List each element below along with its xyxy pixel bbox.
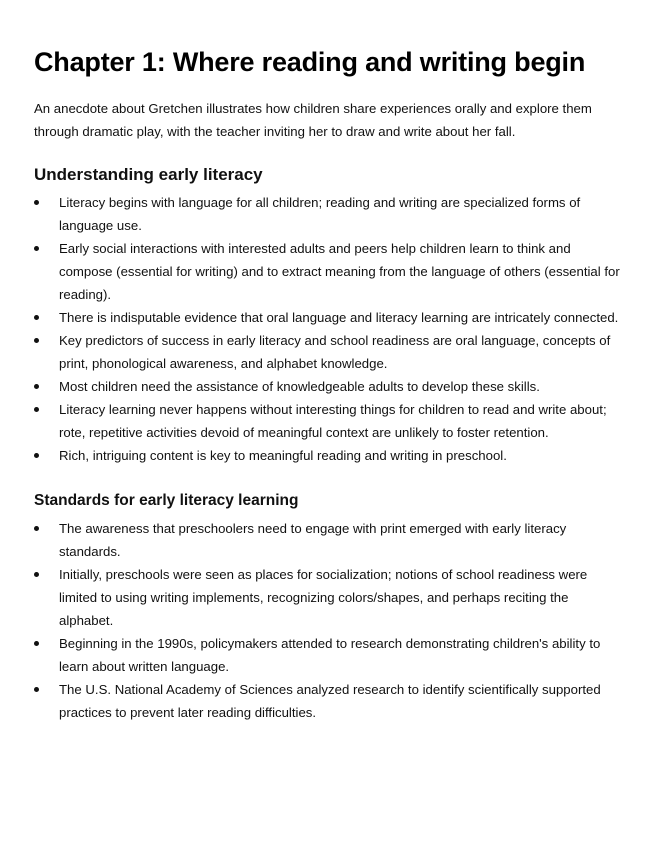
bullet-icon (34, 200, 39, 205)
intro-paragraph: An anecdote about Gretchen illustrates how children share experiences orally and explore them through dramatic play, with the teacher inviting her to draw and write about her fall. (34, 101, 592, 139)
list-item (34, 444, 626, 467)
list-item (34, 398, 626, 444)
bullet-icon (34, 572, 39, 577)
list-item-text: Initially, preschools were seen as places for socialization; notions of school readiness were limited to using writing implements, recognizing colors/shapes, and perhaps reciting the alphabet. (59, 567, 588, 628)
bullet-icon (34, 315, 39, 320)
list-item-text: Literacy begins with language for all children; reading and writing are specialized forms of language use. (59, 195, 581, 233)
list-item (34, 375, 626, 398)
list-item-text: The awareness that preschoolers need to engage with print emerged with early literacy standards. (59, 521, 567, 559)
bullet-icon (34, 384, 39, 389)
list-item (34, 517, 626, 563)
list-item-text: There is indisputable evidence that oral language and literacy learning are intricately connected. (59, 310, 619, 325)
section-heading-standards: Standards for early literacy learning (34, 492, 299, 509)
bullet-icon (34, 641, 39, 646)
list-item-text: Literacy learning never happens without interesting things for children to read and write about; rote, repetitive activities devoid of meaningful context are unlikely to foster retention. (59, 402, 607, 440)
list-item-text: Key predictors of success in early literacy and school readiness are oral language, concepts of print, phonological awareness, and alphabet knowledge. (59, 333, 611, 371)
list-item-text: Early social interactions with interested adults and peers help children learn to think and compose (essential for writing) and to extract meaning from the language of others (essential for reading). (59, 241, 620, 302)
list-item (34, 632, 626, 678)
list-item-text: Beginning in the 1990s, policymakers attended to research demonstrating children's ability to learn about written language. (59, 636, 601, 674)
list-item (34, 237, 626, 306)
list-item (34, 306, 626, 329)
section-heading-understanding: Understanding early literacy (34, 165, 263, 184)
list-item-text: Most children need the assistance of knowledgeable adults to develop these skills. (59, 379, 540, 394)
bullet-icon (34, 338, 39, 343)
bullet-icon (34, 453, 39, 458)
list-item (34, 191, 626, 237)
list-item (34, 563, 626, 632)
bullet-icon (34, 687, 39, 692)
bullet-list-standards (34, 517, 626, 724)
list-item (34, 329, 626, 375)
list-item-text: The U.S. National Academy of Sciences analyzed research to identify scientifically supported practices to prevent later reading difficulties. (59, 682, 601, 720)
bullet-icon (34, 246, 39, 251)
bullet-icon (34, 526, 39, 531)
chapter-title: Chapter 1: Where reading and writing begin (34, 47, 586, 77)
list-item-text: Rich, intriguing content is key to meaningful reading and writing in preschool. (59, 448, 507, 463)
bullet-list-understanding (34, 191, 626, 467)
bullet-icon (34, 407, 39, 412)
list-item (34, 678, 626, 724)
